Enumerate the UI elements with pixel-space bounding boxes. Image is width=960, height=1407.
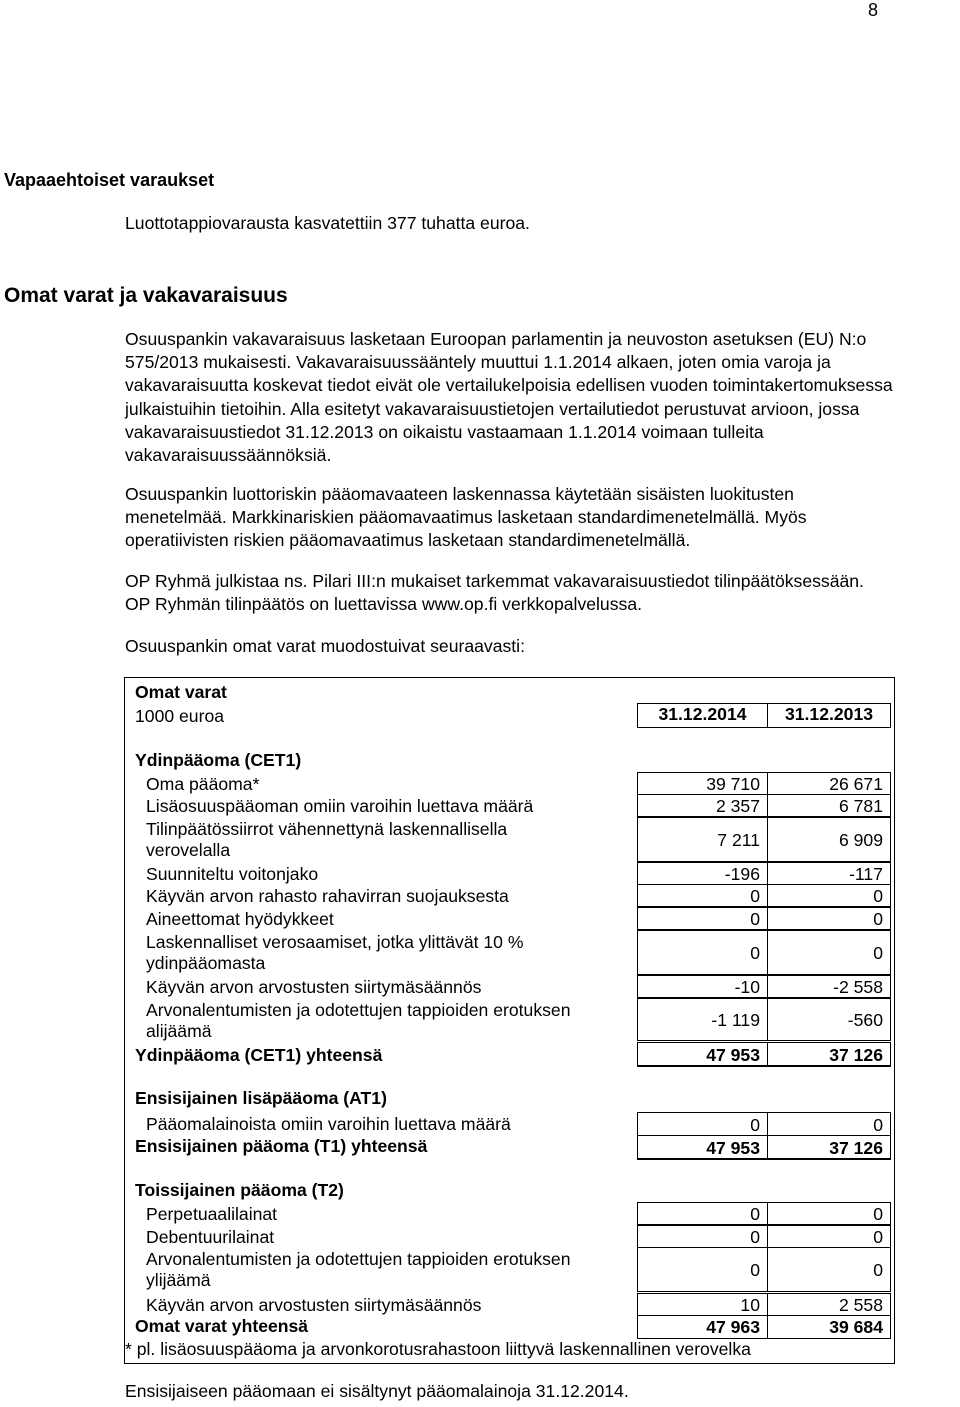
t1-total-label: Ensisijainen pääoma (T1) yhteensä [135,1136,428,1156]
text-line: Osuuspankin omat varat muodostuivat seuraavasti: [125,636,525,656]
row-label-line: alijäämä [146,1021,212,1041]
cell-value: 0 [873,1260,883,1280]
text-line: Osuuspankin vakavaraisuus lasketaan Euroopan parlamentin ja neuvoston asetuksen (EU) N:o [125,329,867,349]
table-cell [767,884,891,907]
table-cell [637,1247,768,1292]
row-label-line: Arvonalentumisten ja odotettujen tappioiden erotuksen [146,1000,571,1020]
text-line: OP Ryhmän tilinpäätös on luettavissa www.op.fi verkkopalvelussa. [125,594,642,615]
text-line: operatiivisten riskien pääomavaatimus lasketaan standardimenetelmällä. [125,530,691,551]
table-cell [637,772,768,795]
cell-value: 37 126 [829,1138,883,1158]
table-cell [637,817,768,862]
paragraph-2 [125,483,807,553]
row-label-line: Suunniteltu voitonjako [146,864,319,884]
footnote: * pl. lisäosuuspääoma ja arvonkorotusrahastoon liittyvä laskennallinen verovelka [125,1339,751,1359]
grand-total-label: Omat varat yhteensä [135,1316,309,1336]
page-number: 8 [867,0,878,20]
cell-value: 0 [750,1115,760,1135]
row-label-line: Tilinpäätössiirrot vähennettynä laskennallisella [146,819,508,839]
column-header-label: 31.12.2014 [658,704,747,724]
row-label-line: Perpetuaalilainat [146,1204,278,1224]
text-line: OP Ryhmä julkistaa ns. Pilari III:n mukaiset tarkemmat vakavaraisuustiedot tilinpäätöksessään. [125,571,864,591]
table-cell [637,1293,768,1316]
cell-value: -1 119 [711,1010,760,1030]
at1-heading: Ensisijainen lisäpääoma (AT1) [135,1088,387,1108]
table-cell [637,884,768,907]
cell-value: 0 [873,943,883,963]
row-label-line: Lisäosuuspääoman omiin varoihin luettava määrä [146,796,534,816]
table-cell [637,1202,768,1225]
cell-value: 0 [750,1204,760,1224]
table-cell [637,1225,768,1248]
text-line: julkaistuihin tietoihin. Alla esitetyt vakavaraisuustietojen vertailutiedot perustuvat arvioon, jossa [125,398,860,419]
table-cell [767,998,891,1041]
cell-value: 47 953 [706,1138,760,1158]
cell-value: 26 671 [829,774,883,794]
table-cell [767,1225,891,1248]
cell-value: 47 963 [706,1317,760,1337]
row-label [146,977,481,998]
cell-value: 7 211 [717,830,760,850]
row-label [146,1000,571,1042]
table-cell [767,1247,891,1292]
cet1-total-2013 [767,1042,891,1067]
row-label-line: ylijäämä [146,1270,211,1290]
cell-value: -117 [849,864,883,884]
t1-total-2014 [637,1135,768,1160]
table-cell [767,772,891,795]
paragraph-1 [125,328,893,467]
paragraph-4 [125,635,525,658]
cell-value: 0 [750,1227,760,1247]
table-cell [637,794,768,817]
column-header-2014 [637,703,768,728]
table-cell [767,817,891,862]
table-unit: 1000 euroa [135,706,225,726]
row-label-line: Käyvän arvon rahasto rahavirran suojauksesta [146,886,509,906]
cell-value: -10 [734,977,760,997]
cell-value: 2 558 [838,1295,883,1315]
cell-value: 0 [750,886,760,906]
grand-total-2014 [637,1315,768,1339]
row-label-line: Aineettomat hyödykkeet [146,909,334,929]
table-cell [767,930,891,975]
text-line: vakavaraisuussäännöksiä. [125,445,332,466]
table-cell [767,1293,891,1316]
table-cell [637,930,768,975]
cell-value: 2 357 [715,796,760,816]
text-line: Ensisijaiseen pääomaan ei sisältynyt pääomalainoja 31.12.2014. [125,1381,629,1401]
row-label-line: Käyvän arvon arvostusten siirtymäsäännös [146,977,482,997]
text-line: vakavaraisuutta koskevat tiedot eivät ole vertailukelpoisia edellisen vuoden toimintakertomuksessa [125,375,893,396]
section-heading-own-funds: Omat varat ja vakavaraisuus [4,284,288,307]
table-title: Omat varat [135,682,227,702]
own-funds-table [124,677,895,1364]
cell-value: 0 [750,1260,760,1280]
table-cell [637,862,768,885]
text-line: menetelmää. Markkinariskien pääomavaatimus lasketaan standardimenetelmällä. Myös [125,507,807,528]
column-header-label: 31.12.2013 [784,704,874,724]
row-label-line: Arvonalentumisten ja odotettujen tappioiden erotuksen [146,1249,571,1269]
cell-value: 10 [740,1295,760,1315]
paragraph-3 [125,570,864,616]
text-line: vakavaraisuustiedot 31.12.2013 on oikaistu vastaamaan 1.1.2014 voimaan tulleita [125,421,764,442]
row-label [146,1204,277,1225]
row-label [146,1295,481,1316]
row-label [146,1227,274,1248]
row-label [146,932,523,974]
row-label [146,909,334,930]
row-label-line: Oma pääoma* [146,774,260,794]
cell-value: 37 126 [829,1045,883,1065]
cell-value: 6 781 [838,796,883,816]
row-label [146,886,509,907]
row-label [146,1249,571,1291]
text-line: Osuuspankin luottoriskin pääomavaateen laskennassa käytetään sisäisten luokitusten [125,484,794,504]
section-heading-voluntary-provisions: Vapaaehtoiset varaukset [4,170,215,190]
cell-value: 0 [873,1115,883,1135]
table-cell [637,998,768,1041]
at1-row-2014 [637,1112,768,1136]
closing-note [125,1380,629,1403]
row-label-line: ydinpääomasta [146,953,266,973]
row-label [146,819,507,861]
table-cell [637,975,768,998]
grand-total-2013 [767,1315,891,1339]
paragraph [125,212,530,235]
cell-value: -196 [724,864,760,884]
cell-value: 0 [750,909,760,929]
table-cell [637,907,768,930]
cell-value: -2 558 [833,977,883,997]
cell-value: 39 684 [829,1317,883,1337]
row-label [146,774,259,795]
cell-value: 47 953 [706,1045,760,1065]
cet1-total-2014 [637,1042,768,1067]
row-label-line: verovelalla [146,840,231,860]
text-line: 575/2013 mukaisesti. Vakavaraisuussääntely muuttui 1.1.2014 alkaen, joten omia varoja ja [125,352,831,373]
row-label-line: Käyvän arvon arvostusten siirtymäsäännös [146,1295,482,1315]
cell-value: 39 710 [706,774,760,794]
table-cell [767,975,891,998]
at1-row-label: Pääomalainoista omiin varoihin luettava määrä [146,1114,511,1134]
table-cell [767,1202,891,1225]
cell-value: 0 [873,909,883,929]
row-label [146,796,533,817]
t1-total-2013 [767,1135,891,1160]
cell-value: 6 909 [838,830,883,850]
at1-row-2013 [767,1112,891,1136]
table-cell [767,907,891,930]
row-label-line: Laskennalliset verosaamiset, jotka ylittävät 10 % [146,932,524,952]
cell-value: 0 [873,1204,883,1224]
cet1-total-label: Ydinpääoma (CET1) yhteensä [135,1045,383,1065]
cet1-heading: Ydinpääoma (CET1) [135,750,302,770]
table-cell [767,862,891,885]
text-line: Luottotappiovarausta kasvatettiin 377 tuhatta euroa. [125,213,530,233]
cell-value: 0 [873,886,883,906]
cell-value: 0 [750,943,760,963]
row-label [146,864,318,885]
column-header-2013 [767,703,891,728]
cell-value: -560 [847,1010,883,1030]
table-cell [767,794,891,817]
t2-heading: Toissijainen pääoma (T2) [135,1180,344,1200]
row-label-line: Debentuurilainat [146,1227,275,1247]
cell-value: 0 [873,1227,883,1247]
